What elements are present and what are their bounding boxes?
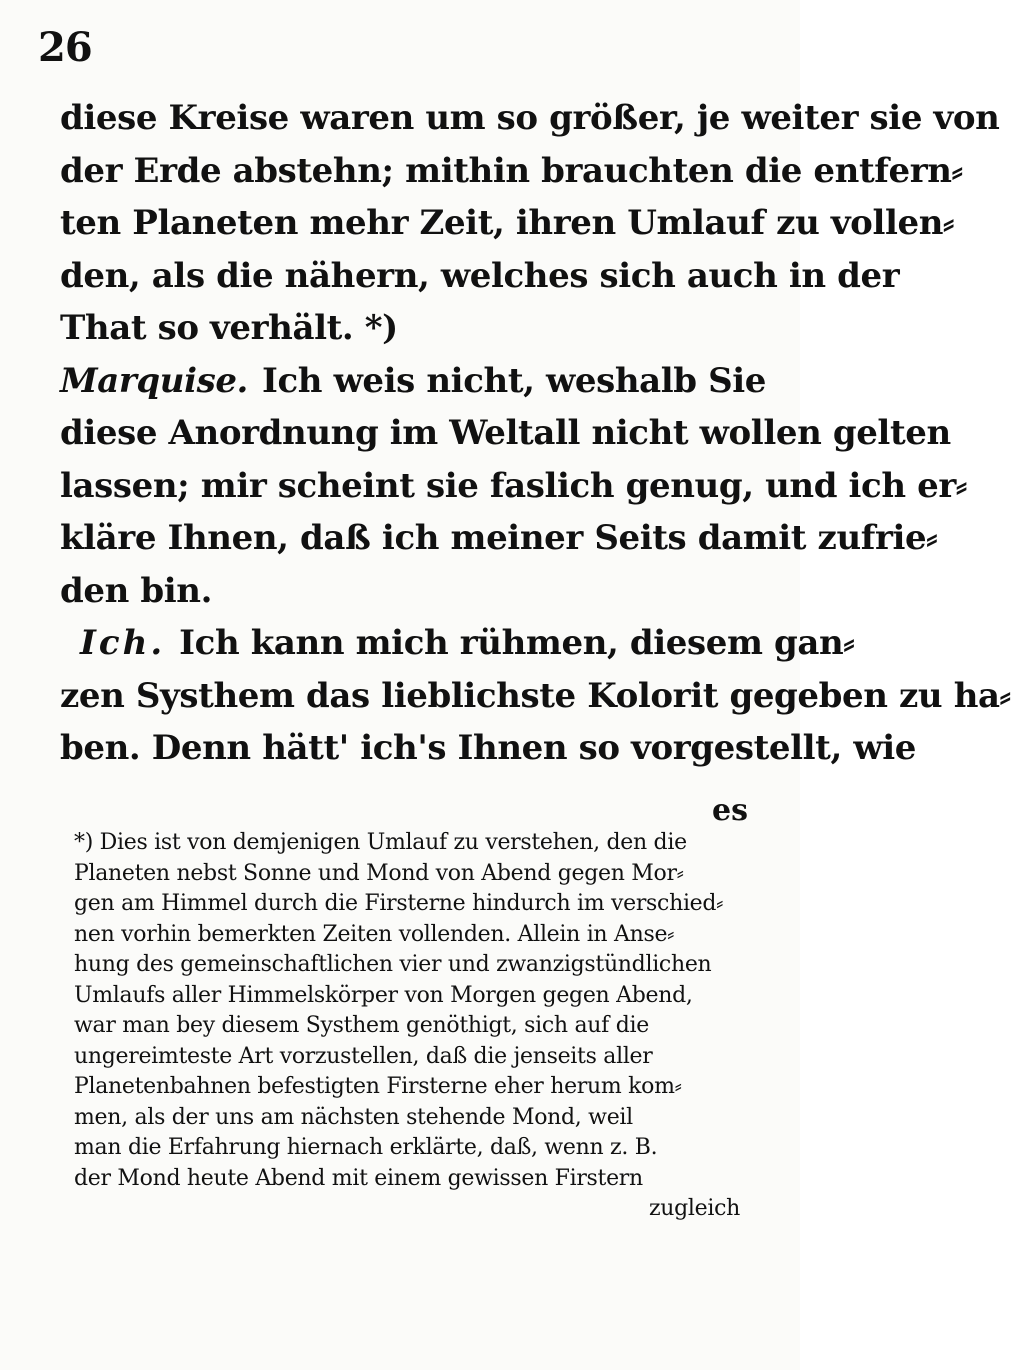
footnote-line: Umlaufs aller Himmelskörper von Morgen gegen Abend, [74, 982, 693, 1008]
footnote-line: Planeten nebst Sonne und Mond von Abend gegen Mor⸗ [74, 860, 684, 886]
footnote-line: Planetenbahnen befestigten Firsterne eher herum kom⸗ [74, 1074, 682, 1099]
footnote-line: ungereimteste Art vorzustellen, daß die jenseits aller [74, 1043, 653, 1069]
text-line: lassen; mir scheint sie faslich genug, und ich er⸗ [60, 465, 967, 506]
footnote-line: hung des gemeinschaftlichen vier und zwanzigstündlichen [74, 952, 712, 977]
text-line: ten Planeten mehr Zeit, ihren Umlauf zu vollen⸗ [60, 203, 954, 243]
speaker-name-ich: Ich. [80, 623, 166, 663]
text-line: den, als die nähern, welches sich auch in der [60, 255, 900, 296]
footnote-catchword: zugleich [648, 1196, 740, 1221]
footnote-line: nen vorhin bemerkten Zeiten vollenden. Allein in Anse⸗ [74, 921, 675, 947]
speaker-line-text: Ich kann mich rühmen, diesem gan⸗ [179, 623, 855, 663]
text-line: kläre Ihnen, daß ich meiner Seits damit zufrie⸗ [60, 518, 938, 558]
text-line: der Erde abstehn; mithin brauchten die entfern⸗ [60, 150, 963, 191]
main-text-block [60, 92, 1011, 775]
page-number: 26 [38, 24, 92, 71]
speaker-line-text: Ich weis nicht, weshalb Sie [262, 360, 767, 401]
text-line: diese Anordnung im Weltall nicht wollen gelten [60, 413, 951, 453]
footnote-line: war man bey diesem Systhem genöthigt, sich auf die [74, 1013, 649, 1038]
text-line: That so verhält. *) [60, 308, 398, 348]
text-line: ben. Denn hätt' ich's Ihnen so vorgestellt, wie [60, 728, 916, 768]
speaker-name-marquise: Marquise. [60, 360, 248, 401]
dialogue-line [60, 617, 855, 670]
footnote-line: men, als der uns am nächsten stehende Mond, weil [74, 1104, 633, 1130]
text-line: diese Kreise waren um so größer, je weiter sie von [60, 98, 1000, 138]
footnote-line: *) Dies ist von demjenigen Umlauf zu verstehen, den die [74, 830, 687, 855]
footnote-line: man die Erfahrung hiernach erklärte, daß, wenn z. B. [74, 1135, 658, 1160]
text-line: zen Systhem das lieblichste Kolorit gegeben zu ha⸗ [60, 675, 1011, 716]
footnote-line: der Mond heute Abend mit einem gewissen Firstern [74, 1165, 643, 1191]
dialogue-line [60, 355, 780, 408]
footnote-block [74, 828, 780, 1225]
text-line: den bin. [60, 570, 213, 611]
catchword: es [712, 793, 748, 828]
footnote-line: gen am Himmel durch die Firsterne hindurch im verschied⸗ [74, 891, 724, 916]
